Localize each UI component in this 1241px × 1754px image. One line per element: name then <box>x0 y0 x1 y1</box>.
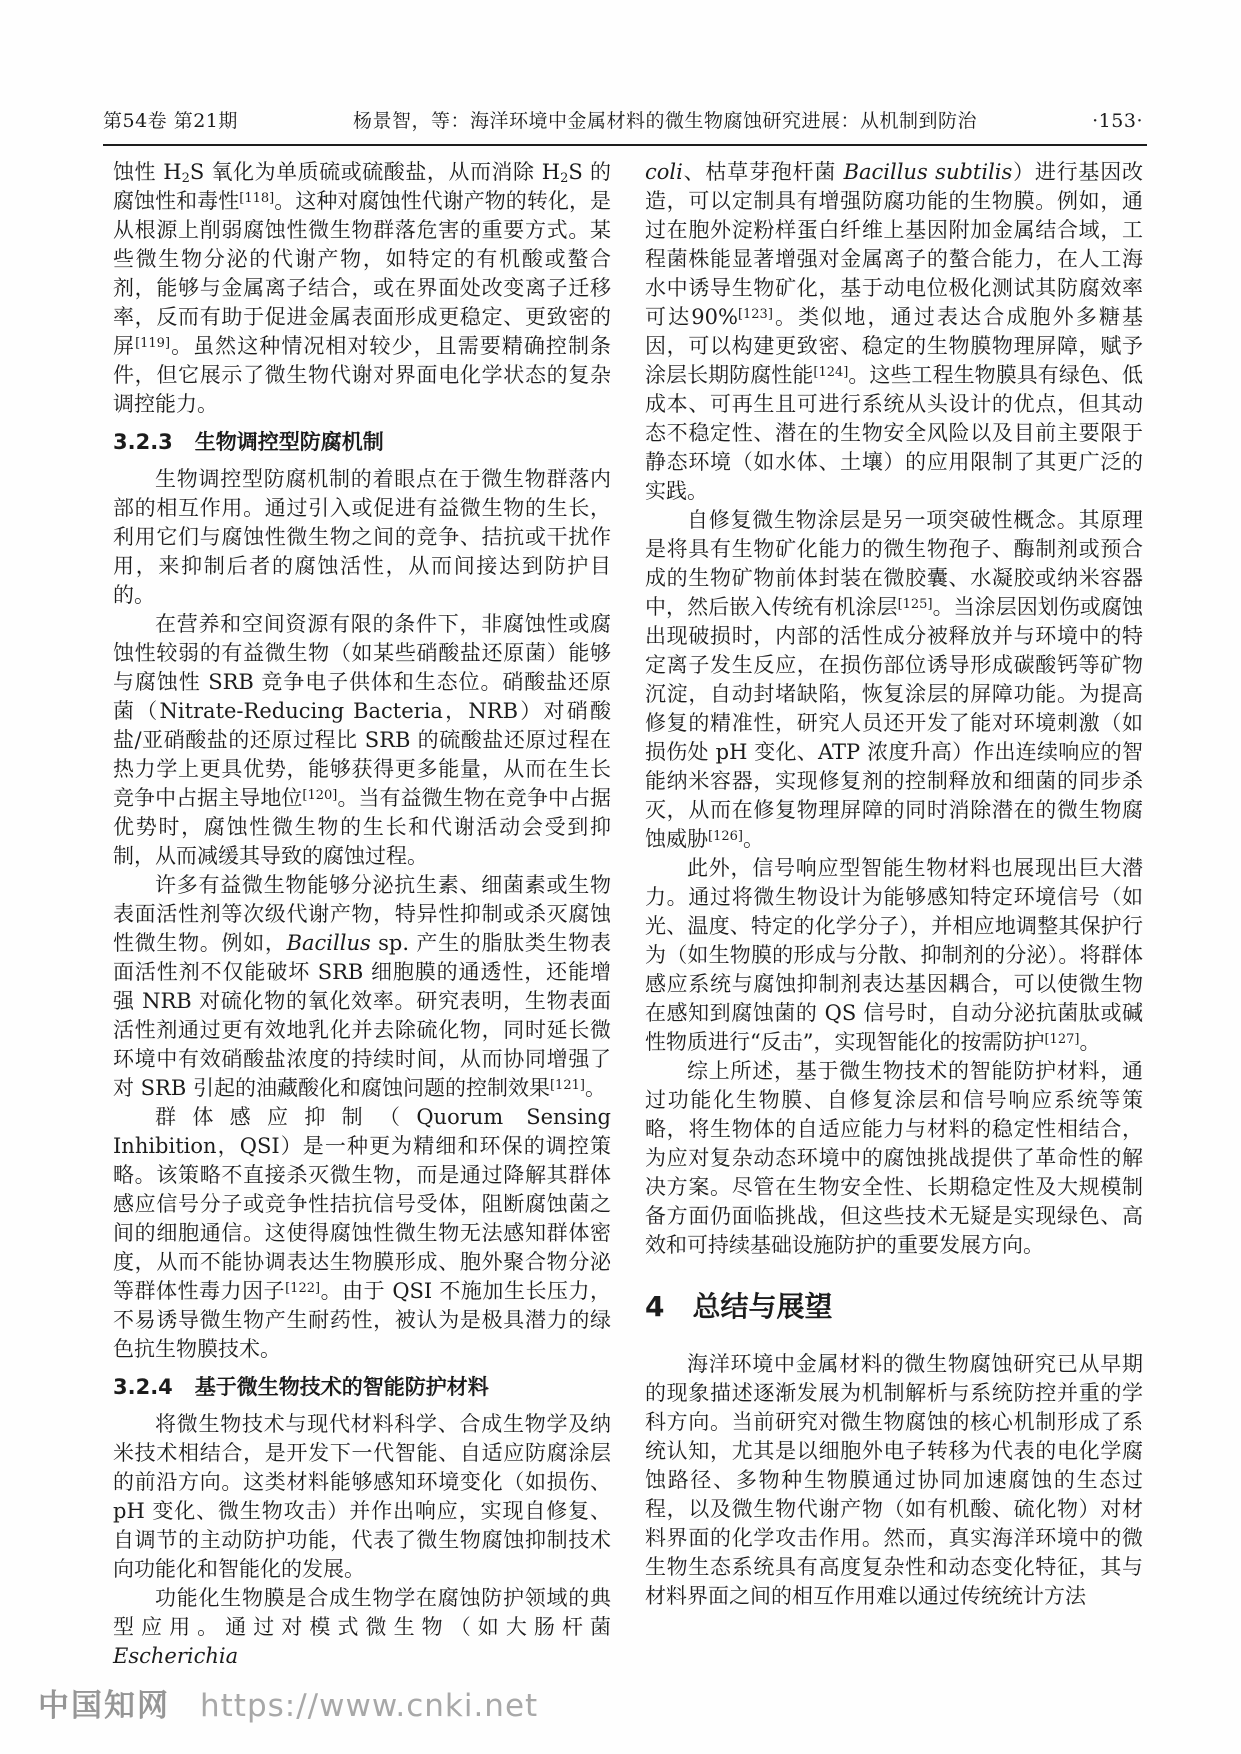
volume-issue: 第54卷 第21期 <box>103 110 238 132</box>
paragraph: 将微生物技术与现代材料科学、合成生物学及纳米技术相结合，是开发下一代智能、自适应防腐涂层的前沿方向。这类材料能够感知环境变化（如损伤、pH 变化、微生物攻击）并作出响应，实现自修复、自调节的主动防护功能，代表了微生物腐蚀抑制技术向功能化和智能化的发展。 <box>113 1412 611 1581</box>
paragraph: 蚀性 $H_2S$ 氧化为单质硫或硫酸盐，从而消除 $H_2S$ 的腐蚀性和毒性[118]。这种对腐蚀性代谢产物的转化，是从根源上削弱腐蚀性微生物群落危害的重要方式。某些微生物分泌的代谢产物，如特定的有机酸或螯合剂，能够与金属离子结合，或在界面处改变离子迁移率，反而有助于促进金属表面形成更稳定、更致密的屏[119]。虽然这种情况相对较少，且需要精确控制条件，但它展示了微生物代谢对界面电化学状态的复杂调控能力。 <box>113 160 612 416</box>
cnki-watermark <box>38 1680 538 1725</box>
paragraph: 许多有益微生物能够分泌抗生素、细菌素或生物表面活性剂等次级代谢产物，特异性抑制或杀灭腐蚀性微生物。例如，Bacillus sp. 产生的脂肽类生物表面活性剂不仅能破坏 SRB 细胞膜的通透性，还能增强 NRB 对硫化物的氧化效率。研究表明，生物表面活性剂通过更有效地乳化并去除硫化物，同时延长微环境中有效硝酸盐浓度的持续时间，从而协同增强了对 SRB 引起的油藏酸化和腐蚀问题的控制效果[121]。 <box>113 873 611 1100</box>
paragraph: 生物调控型防腐机制的着眼点在于微生物群落内部的相互作用。通过引入或促进有益微生物的生长，利用它们与腐蚀性微生物之间的竞争、拮抗或干扰作用，来抑制后者的腐蚀活性，从而间接达到防护目的。 <box>113 467 611 607</box>
paragraph: 海洋环境中金属材料的微生物腐蚀研究已从早期的现象描述逐渐发展为机制解析与系统防控并重的学科方向。当前研究对微生物腐蚀的核心机制形成了系统认知，尤其是以细胞外电子转移为代表的电化学腐蚀路径、多物种生物膜通过协同加速腐蚀的生态过程，以及微生物代谢产物（如有机酸、硫化物）对材料界面的化学攻击作用。然而，真实海洋环境中的微生物生态系统具有高度复杂性和动态变化特征，其与材料界面之间的相互作用难以通过传统统计方法 <box>645 1352 1143 1608</box>
article-body <box>113 158 1143 1671</box>
cnki-logo-text: 中国知网 <box>38 1688 170 1724</box>
section-number: 3.2.3 <box>113 430 173 454</box>
section-title: 生物调控型防腐机制 <box>194 430 384 454</box>
paragraph: 此外，信号响应型智能生物材料也展现出巨大潜力。通过将微生物设计为能够感知特定环境信号（如光、温度、特定的化学分子），并相应地调整其保护行为（如生物膜的形成与分散、抑制剂的分泌）。将群体感应系统与腐蚀抑制剂表达基因耦合，可以使微生物在感知到腐蚀菌的 QS 信号时，自动分泌抗菌肽或碱性物质进行“反击”，实现智能化的按需防护[127]。 <box>645 856 1143 1054</box>
header-divider <box>103 144 1147 146</box>
running-title: 杨景智，等：海洋环境中金属材料的微生物腐蚀研究进展：从机制到防治 <box>353 110 978 132</box>
paragraph: 在营养和空间资源有限的条件下，非腐蚀性或腐蚀性较弱的有益微生物（如某些硝酸盐还原菌）能够与腐蚀性 SRB 竞争电子供体和生态位。硝酸盐还原菌（Nitrate-Reducing Bacteria，NRB）对硝酸盐/亚硝酸盐的还原过程比 SRB 的硫酸盐还原过程在热力学上更具优势，能够获得更多能量，从而在生长竞争中占据主导地位[120]。当有益微生物在竞争中占据优势时，腐蚀性微生物的生长和代谢活动会受到抑制，从而减缓其导致的腐蚀过程。 <box>113 612 611 868</box>
column-left <box>113 158 611 1671</box>
section-number: 4 <box>645 1290 665 1323</box>
page-header <box>103 106 1143 133</box>
section-heading <box>645 1290 1143 1324</box>
cnki-url: https://www.cnki.net <box>200 1688 539 1724</box>
section-heading <box>113 1373 611 1402</box>
paragraph: 自修复微生物涂层是另一项突破性概念。其原理是将具有生物矿化能力的微生物孢子、酶制剂或预合成的生物矿物前体封装在微胶囊、水凝胶或纳米容器中，然后嵌入传统有机涂层[125]。当涂层因划伤或腐蚀出现破损时，内部的活性成分被释放并与环境中的特定离子发生反应，在损伤部位诱导形成碳酸钙等矿物沉淀，自动封堵缺陷，恢复涂层的屏障功能。为提高修复的精准性，研究人员还开发了能对环境刺激（如损伤处 pH 变化、ATP 浓度升高）作出连续响应的智能纳米容器，实现修复剂的控制释放和细菌的同步杀灭，从而在修复物理屏障的同时消除潜在的微生物腐蚀威胁[126]。 <box>645 508 1143 851</box>
section-title: 基于微生物技术的智能防护材料 <box>194 1375 489 1399</box>
section-heading <box>113 428 611 457</box>
paragraph: 功能化生物膜是合成生物学在腐蚀防护领域的典型应用。通过对模式微生物（如大肠杆菌 Escherichia <box>113 1586 611 1668</box>
section-number: 3.2.4 <box>113 1375 173 1399</box>
page-number: ·153· <box>1092 110 1143 132</box>
section-title: 总结与展望 <box>692 1290 833 1323</box>
paragraph: coli、枯草芽孢杆菌 Bacillus subtilis）进行基因改造，可以定制具有增强防腐功能的生物膜。例如，通过在胞外淀粉样蛋白纤维上基因附加金属结合域，工程菌株能显著增强对金属离子的螯合能力，在人工海水中诱导生物矿化，基于动电位极化测试其防腐效率可达90%[123]。类似地，通过表达合成胞外多糖基因，可以构建更致密、稳定的生物膜物理屏障，赋予涂层长期防腐性能[124]。这些工程生物膜具有绿色、低成本、可再生且可进行系统从头设计的优点，但其动态不稳定性、潜在的生物安全风险以及目前主要限于静态环境（如水体、土壤）的应用限制了其更广泛的实践。 <box>645 160 1143 503</box>
paragraph: 群体感应抑制（Quorum Sensing Inhibition，QSI）是一种更为精细和环保的调控策略。该策略不直接杀灭微生物，而是通过降解其群体感应信号分子或竞争性拮抗信号受体，阻断腐蚀菌之间的细胞通信。这使得腐蚀性微生物无法感知群体密度，从而不能协调表达生物膜形成、胞外聚合物分泌等群体性毒力因子[122]。由于 QSI 不施加生长压力，不易诱导微生物产生耐药性，被认为是极具潜力的绿色抗生物膜技术。 <box>113 1105 611 1361</box>
column-right <box>645 158 1143 1671</box>
paragraph: 综上所述，基于微生物技术的智能防护材料，通过功能化生物膜、自修复涂层和信号响应系统等策略，将生物体的自适应能力与材料的稳定性相结合，为应对复杂动态环境中的腐蚀挑战提供了革命性的解决方案。尽管在生物安全性、长期稳定性及大规模制备方面仍面临挑战，但这些技术无疑是实现绿色、高效和可持续基础设施防护的重要发展方向。 <box>645 1059 1143 1257</box>
